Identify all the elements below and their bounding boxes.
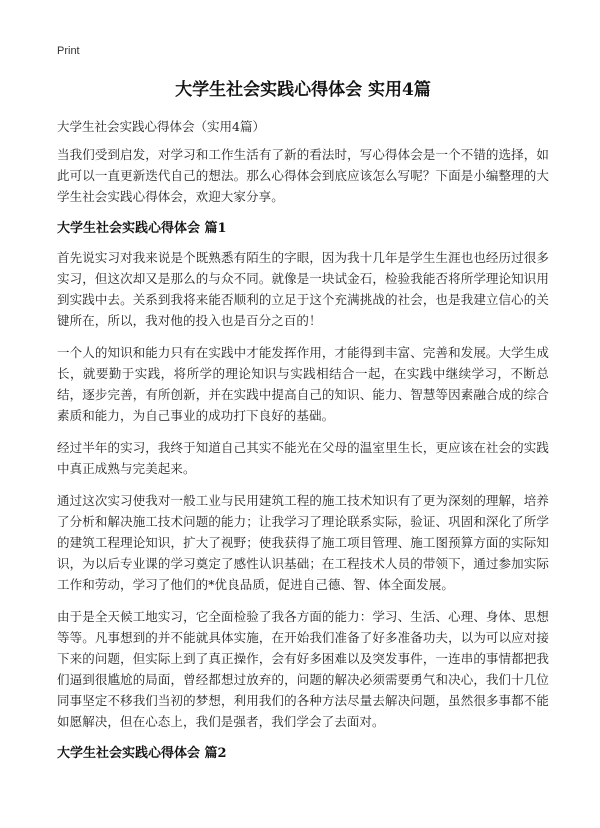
section-heading-1: 大学生社会实践心得体会 篇1 <box>57 221 227 236</box>
document-body <box>57 78 549 772</box>
section-heading-2: 大学生社会实践心得体会 篇2 <box>57 746 227 761</box>
section-1-paragraph-4: 通过这次实习使我对一般工业与民用建筑工程的施工技术知识有了更为深刻的理解，培养了分析和解决施工技术问题的能力；让我学习了理论联系实际，验证、巩固和深化了所学的建筑工程理论知识，扩大了视野；使我获得了施工项目管理、施工图预算方面的实际知识，为以后专业课的学习奠定了感性认识基础；在工程技术人员的带领下，通过参加实际工作和劳动，学习了他们的*优良品质，促进自己德、智、体全面发展。 <box>57 493 549 592</box>
section-1-paragraph-5: 由于是全天候工地实习，它全面检验了我各方面的能力：学习、生活、心理、身体、思想等等。凡事想到的并不能就具体实施，在开始我们准备了好多准备功夫，以为可以应对接下来的问题，但实际上到了真正操作，会有好多困难以及突发事件，一连串的事情都把我们逼到很尴尬的局面，曾经都想过放弃的，问题的解决必须需要勇气和决心，我们十几位同事坚定不移我们当初的梦想，利用我们的各种方法尽量去解决问题，虽然很多事都不能如愿解决，但在心态上，我们是强者，我们学会了去面对。 <box>57 609 549 729</box>
print-label: Print <box>57 45 80 57</box>
document-title: 大学生社会实践心得体会 实用4篇 <box>175 80 431 100</box>
intro-paragraph: 当我们受到启发，对学习和工作生活有了新的看法时，写心得体会是一个不错的选择，如此可以一直更新迭代自己的想法。那么心得体会到底应该怎么写呢？下面是小编整理的大学生社会实践心得体会，欢迎大家分享。 <box>57 147 549 204</box>
document-subtitle: 大学生社会实践心得体会（实用4篇） <box>57 119 265 134</box>
section-1-paragraph-3: 经过半年的实习，我终于知道自己其实不能光在父母的温室里生长，更应该在社会的实践中真正成熟与完美起来。 <box>57 440 549 476</box>
section-1-paragraph-1: 首先说实习对我来说是个既熟悉有陌生的字眼，因为我十几年是学生生涯也也经历过很多实习，但这次却又是那么的与众不同。就像是一块试金石，检验我能否将所学理论知识用到实践中去。关系到我将来能否顺利的立足于这个充满挑战的社会，也是我建立信心的关键所在，所以，我对他的投入也是百分之百的！ <box>57 250 549 328</box>
section-1-paragraph-2: 一个人的知识和能力只有在实践中才能发挥作用，才能得到丰富、完善和发展。大学生成长，就要勤于实践，将所学的理论知识与实践相结合一起，在实践中继续学习，不断总结，逐步完善，有所创新，并在实践中提高自己的知识、能力、智慧等因素融合成的综合素质和能力，为自己事业的成功打下良好的基础。 <box>57 345 549 423</box>
